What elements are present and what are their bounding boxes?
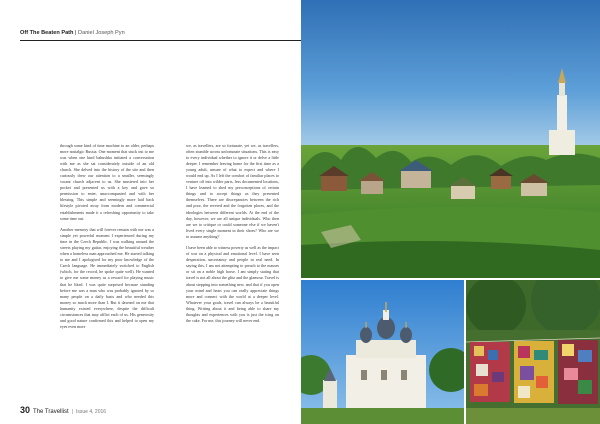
body-column-1: [60, 143, 154, 335]
header-section-title: Off The Beaten Path: [20, 30, 74, 36]
page-number: 30: [20, 405, 31, 415]
header-separator: |: [75, 30, 77, 36]
body-paragraph: Another memory that will forever remain with me was a simple yet powerful moment I experienced during my time in the Czech Republic. I was walking around the streets playing my guitar, enjoying the beautiful weather when a homeless man approached me. He started talking to me and I apologised for my poor knowledge of the Czech language. He immediately switched to English (which, for the record, he spoke quite well). He wanted to give me some money as a reward for playing music that he liked. I was quite surprised because standing before me was a man who was probably ignored by so many people on a daily basis and who needed this money so much more than I. But it dawned on me that humanity existed everywhere, despite the difficult circumstances that may afflict each of us. His generosity and good nature confirmed this and helped to open my eyes even more: [60, 227, 154, 329]
body-paragraph: through some kind of time machine to an older, perhaps more nostalgic Russia. One moment that stuck out to me was when one kind babushka initiated a conversation with me as she sat considerately outside of an old church. She delved into the history of the site and then curiously drew our attention to a smaller, seemingly vacant church adjacent to us. She mustered into her pocket and presented us with a key and gave us permission to enter, unaccompanied and with her blessing. This simple and seemingly more laid back lifestyle pivoted away from modern and commercial establishments made it a refreshing opportunity to take some time out.: [60, 143, 154, 221]
body-column-2: [186, 143, 279, 329]
body-paragraph: I have been able to witness poverty as well as the impact of war on a physical and emotional level. I have seen desperation, uncertainty and people in real need. In saying this, I am not attempting to preach to the masses or sit on a noble high horse. I am simply stating that travel is not all about the glitz and the glamour. Travel is about stepping into something new, and that if you open your mind and heart you can really appreciate things more and connect with the world at a deeper level. Whatever your goals, travel can always be a beautiful thing. Writing about it and being able to share my thoughts and experiences with you is just the icing on the cake. For me, this journey will never end.: [186, 245, 279, 323]
hanging-quilts-photo: [466, 280, 600, 424]
page-footer: [20, 405, 106, 417]
body-paragraph: we, as travellers, are so fortunate, yet we, as travellers, often stumble across unfortunate situations. This is easy to every individual whether to ignore it or delve a little deeper. I remember leaving home for the first time as a young adult, unsure of what to expect and where I would end up. As I left the comfort of familiar places to venture off into wilder parts, less documented locations, I have learned to shed my preconceptions of certain things and to accept things as they presented themselves. There are discrepancies between the rich and poor, the revered and the forgotten places, and the ideologies between different worlds. At the end of the day, however, we are all unique individuals. Who then are we to critique or could someone else if we haven't lived every single moment in their shoes? Who are we to assume anything?: [186, 143, 279, 239]
magazine-name: The Travellist: [33, 409, 69, 415]
header-author: Daniel Joseph Pyn: [78, 30, 125, 36]
header-rule: [20, 40, 301, 41]
issue-label: Issue 4, 2016: [76, 409, 107, 415]
white-church-photo: [301, 280, 464, 424]
page-header: [20, 30, 300, 39]
landscape-village-photo: [301, 0, 600, 278]
footer-separator: |: [71, 409, 74, 415]
